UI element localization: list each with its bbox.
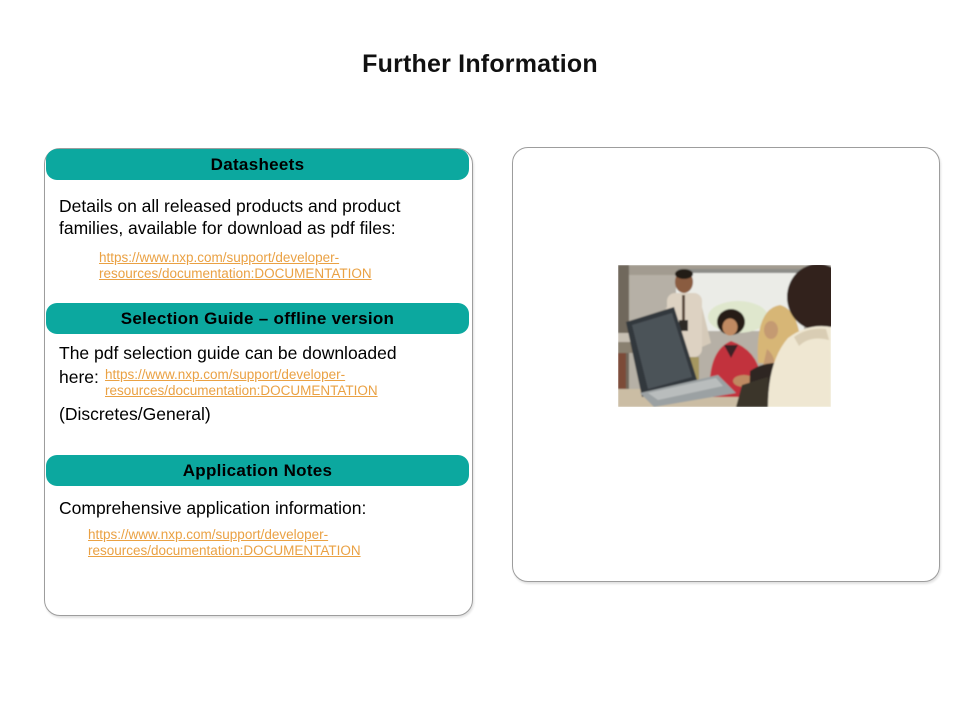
- datasheets-body-line1: Details on all released products and product: [59, 196, 401, 216]
- info-card: [44, 148, 473, 616]
- application-notes-body-line1: Comprehensive application information:: [59, 498, 367, 518]
- selection-guide-link[interactable]: [105, 367, 378, 399]
- section-header-application-notes: Application Notes: [46, 455, 469, 486]
- application-notes-link-line2: resources/documentation:DOCUMENTATION: [88, 543, 361, 558]
- photo-card: [512, 147, 940, 582]
- datasheets-link[interactable]: [99, 250, 372, 282]
- selection-guide-link-line1: https://www.nxp.com/support/developer-: [105, 367, 346, 382]
- application-notes-link-line1: https://www.nxp.com/support/developer-: [88, 527, 329, 542]
- datasheets-link-line2: resources/documentation:DOCUMENTATION: [99, 266, 372, 281]
- section-header-selection-guide: Selection Guide – offline version: [46, 303, 469, 334]
- selection-guide-note: (Discretes/General): [59, 404, 211, 424]
- selection-guide-body-prefix: here:: [59, 367, 99, 387]
- business-meeting-photo: [618, 265, 831, 407]
- section-header-datasheets: Datasheets: [46, 149, 469, 180]
- application-notes-link[interactable]: [88, 527, 361, 559]
- datasheets-link-line1: https://www.nxp.com/support/developer-: [99, 250, 340, 265]
- datasheets-body-line2: families, available for download as pdf files:: [59, 218, 396, 238]
- selection-guide-body-line1: The pdf selection guide can be downloaded: [59, 343, 397, 363]
- selection-guide-link-line2: resources/documentation:DOCUMENTATION: [105, 383, 378, 398]
- page-title: Further Information: [362, 50, 598, 78]
